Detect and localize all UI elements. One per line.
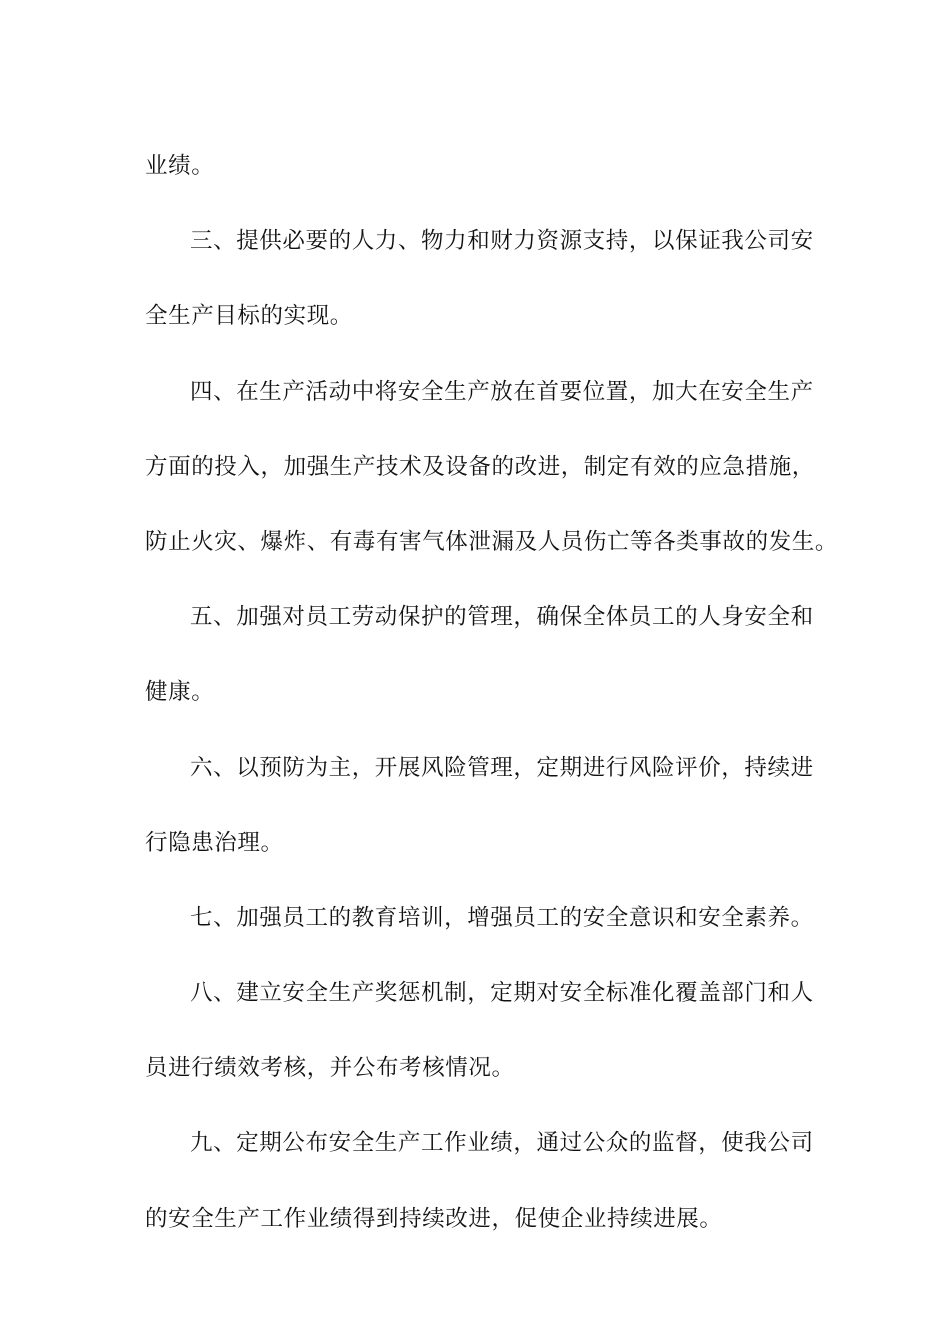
text-line: 业绩。	[145, 153, 215, 179]
text-line: 防止火灾、爆炸、有毒有害气体泄漏及人员伤亡等各类事故的发生。	[145, 528, 839, 555]
paragraph-start-6: 六、以预防为主，开展风险管理，定期进行风险评价，持续进	[190, 754, 814, 781]
document-body	[145, 129, 839, 1257]
text-line: 全生产目标的实现。	[145, 303, 353, 330]
text-line: 员进行绩效考核，并公布考核情况。	[145, 1055, 515, 1082]
paragraph-start-7: 七、加强员工的教育培训，增强员工的安全意识和安全素养。	[190, 904, 814, 931]
paragraph-start-8: 八、建立安全生产奖惩机制，定期对安全标准化覆盖部门和人	[190, 980, 814, 1007]
text-line: 行隐患治理。	[145, 829, 284, 856]
text-line: 的安全生产工作业绩得到持续改进，促使企业持续进展。	[145, 1205, 723, 1232]
paragraph-start-3: 三、提供必要的人力、物力和财力资源支持，以保证我公司安	[190, 228, 814, 255]
text-line: 健康。	[145, 679, 215, 706]
paragraph-start-4: 四、在生产活动中将安全生产放在首要位置，加大在安全生产	[190, 378, 814, 405]
paragraph-start-9: 九、定期公布安全生产工作业绩，通过公众的监督，使我公司	[190, 1130, 814, 1157]
text-line: 方面的投入，加强生产技术及设备的改进，制定有效的应急措施，	[145, 453, 815, 480]
paragraph-start-5: 五、加强对员工劳动保护的管理，确保全体员工的人身安全和	[190, 604, 814, 631]
